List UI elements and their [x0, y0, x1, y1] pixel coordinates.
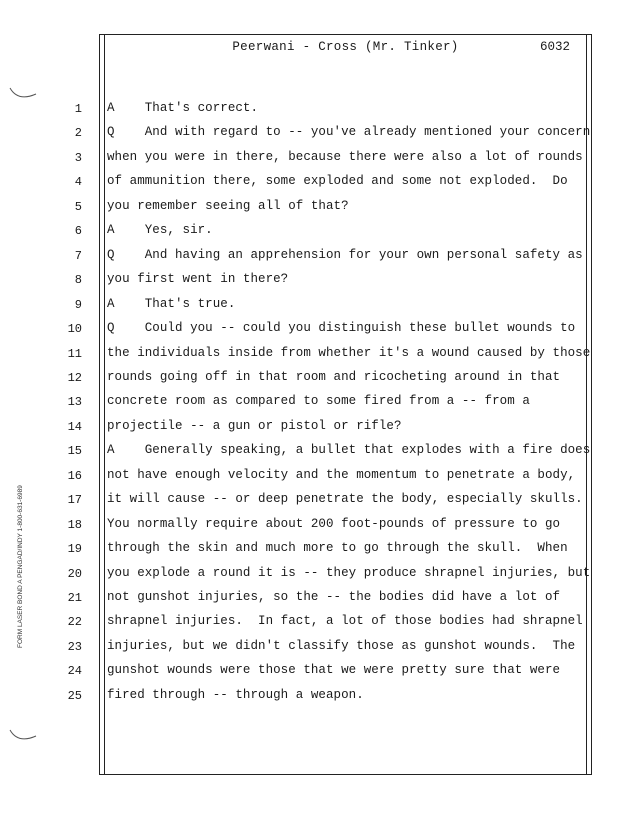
transcript-line: You normally require about 200 foot-pounds of pressure to go — [107, 517, 561, 531]
line-number: 24 — [67, 664, 82, 678]
transcript-line: A That's correct. — [107, 101, 259, 115]
line-number: 23 — [67, 640, 82, 654]
line-number: 17 — [67, 493, 82, 507]
margin-tick-mark-bottom — [8, 726, 38, 750]
page-header-title: Peerwani - Cross (Mr. Tinker) — [232, 40, 459, 54]
line-number: 22 — [67, 615, 82, 629]
line-number: 18 — [67, 518, 82, 532]
line-number: 10 — [67, 322, 82, 336]
transcript-line: rounds going off in that room and ricocheting around in that — [107, 370, 561, 384]
transcript-line: A That's true. — [107, 297, 236, 311]
form-side-label — [14, 420, 24, 650]
transcript-line: A Yes, sir. — [107, 223, 213, 237]
line-number: 4 — [74, 175, 82, 189]
transcript-line: you remember seeing all of that? — [107, 199, 349, 213]
line-number: 8 — [74, 273, 82, 287]
line-number: 14 — [67, 420, 82, 434]
line-number: 25 — [67, 689, 82, 703]
transcript-line: concrete room as compared to some fired from a -- from a — [107, 394, 530, 408]
transcript-line: projectile -- a gun or pistol or rifle? — [107, 419, 402, 433]
transcript-line: A Generally speaking, a bullet that explodes with a fire does — [107, 443, 591, 457]
line-number: 6 — [74, 224, 82, 238]
line-number: 9 — [74, 298, 82, 312]
transcript-line: gunshot wounds were those that we were pretty sure that were — [107, 663, 561, 677]
line-number: 20 — [67, 567, 82, 581]
transcript-line: Q And with regard to -- you've already mentioned your concern — [107, 125, 591, 139]
page-number: 6032 — [540, 40, 571, 54]
line-number: 13 — [67, 395, 82, 409]
transcript-line: not have enough velocity and the momentum to penetrate a body, — [107, 468, 576, 482]
left-margin-rule — [104, 34, 105, 775]
line-number: 12 — [67, 371, 82, 385]
line-number: 16 — [67, 469, 82, 483]
line-number: 15 — [67, 444, 82, 458]
transcript-line: Q And having an apprehension for your own personal safety as — [107, 248, 583, 262]
line-number: 1 — [74, 102, 82, 116]
transcript-line: you first went in there? — [107, 272, 289, 286]
transcript-line: the individuals inside from whether it's a wound caused by those — [107, 346, 591, 360]
right-margin-rule — [586, 34, 587, 775]
transcript-line: injuries, but we didn't classify those as gunshot wounds. The — [107, 639, 576, 653]
transcript-line: shrapnel injuries. In fact, a lot of those bodies had shrapnel — [107, 614, 583, 628]
margin-tick-mark-top — [8, 84, 38, 108]
transcript-line: Q Could you -- could you distinguish these bullet wounds to — [107, 321, 576, 335]
form-side-label-text: FORM LASER BOND A PENGAD/INDY 1-800-631-6989 — [17, 485, 24, 648]
line-number: 19 — [67, 542, 82, 556]
transcript-line: not gunshot injuries, so the -- the bodies did have a lot of — [107, 590, 561, 604]
transcript-line: it will cause -- or deep penetrate the body, especially skulls. — [107, 492, 583, 506]
transcript-line: when you were in there, because there were also a lot of rounds — [107, 150, 583, 164]
transcript-line: fired through -- through a weapon. — [107, 688, 364, 702]
line-number: 2 — [74, 126, 82, 140]
transcript-line: of ammunition there, some exploded and some not exploded. Do — [107, 174, 568, 188]
line-number: 21 — [67, 591, 82, 605]
line-number: 3 — [74, 151, 82, 165]
transcript-line: through the skin and much more to go through the skull. When — [107, 541, 568, 555]
transcript-line: you explode a round it is -- they produce shrapnel injuries, but — [107, 566, 591, 580]
line-number: 11 — [67, 347, 82, 361]
line-number: 5 — [74, 200, 82, 214]
line-number: 7 — [74, 249, 82, 263]
